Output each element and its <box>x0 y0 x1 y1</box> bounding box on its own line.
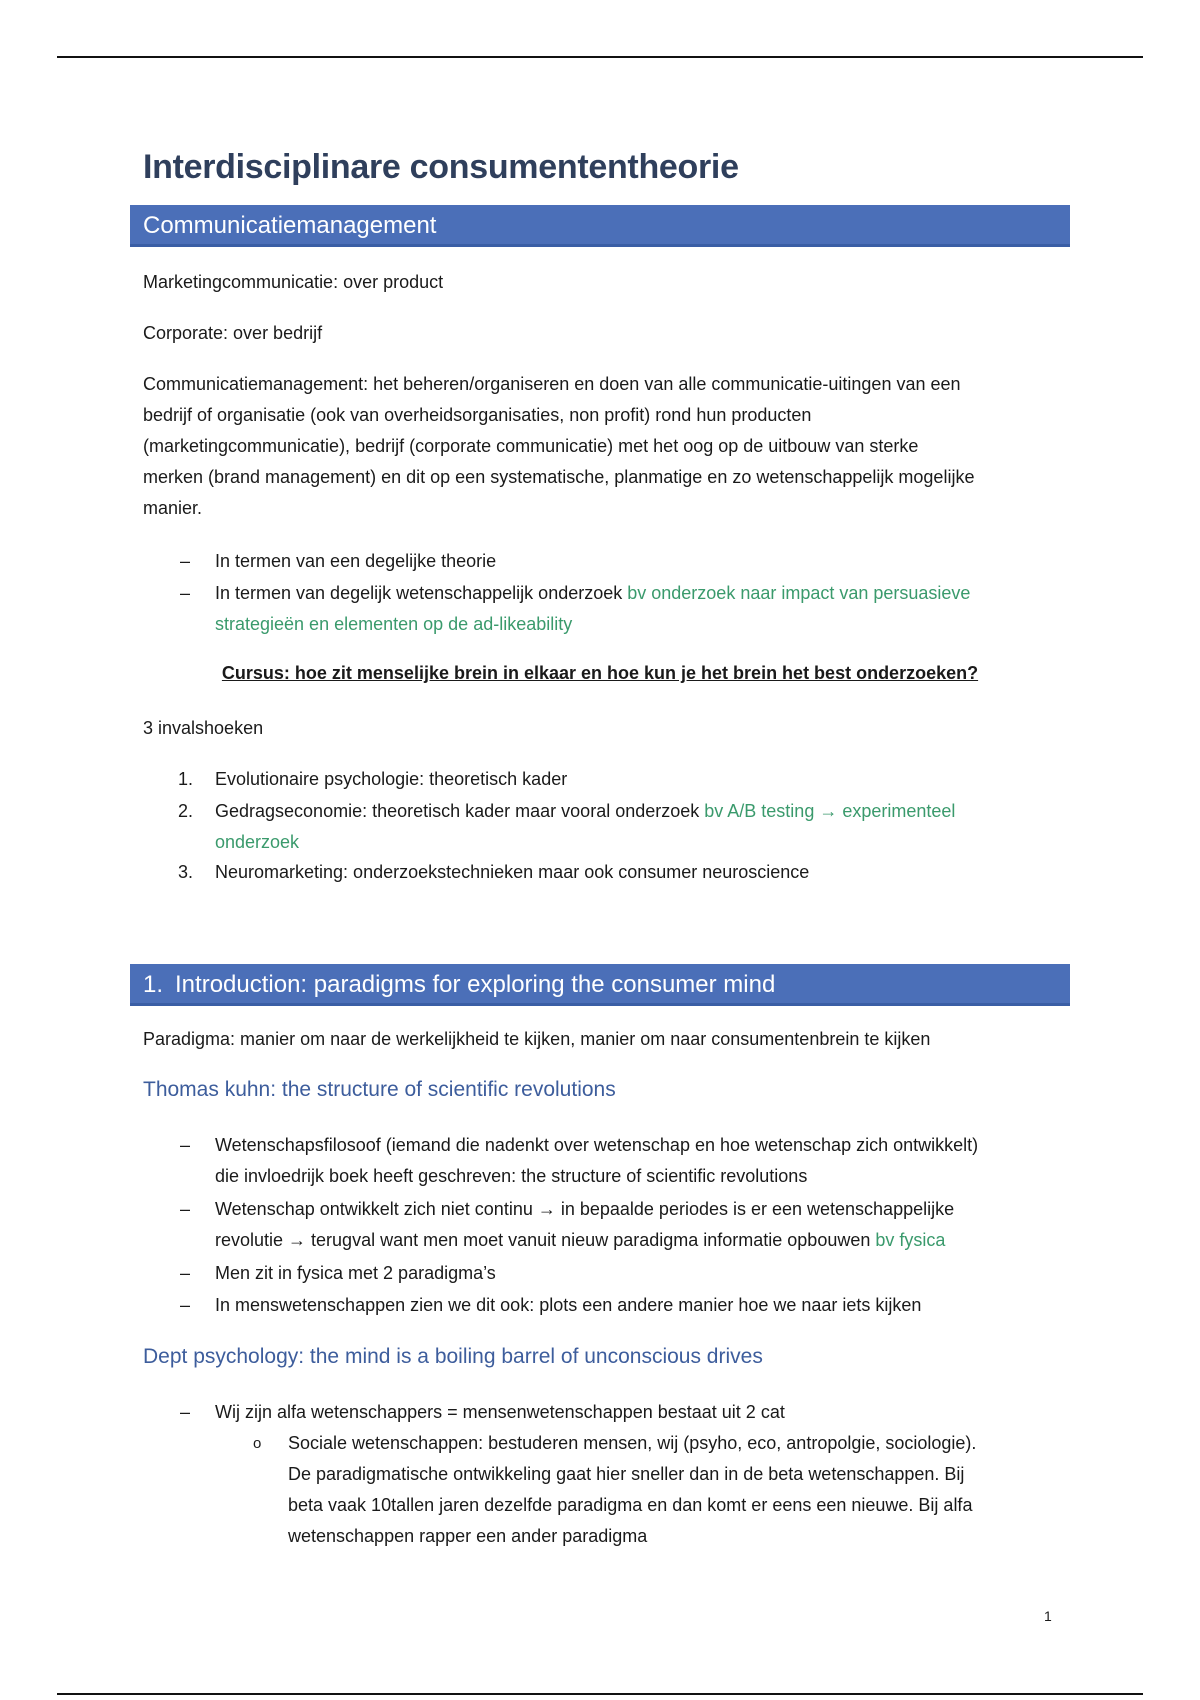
dash-bullet: – <box>180 1263 191 1283</box>
section-number: 1. <box>143 971 164 998</box>
numbered-item: Evolutionaire psychologie: theoretisch kader <box>215 769 568 789</box>
dash-bullet: – <box>180 1402 191 1422</box>
section-heading-communicatiemanagement <box>130 205 1070 247</box>
text-line: Wetenschap ontwikkelt zich niet continu → in bepaalde periodes is er een wetenschappelijke <box>215 1199 955 1219</box>
example-text: onderzoek <box>215 832 300 852</box>
text-line: Sociale wetenschappen: bestuderen mensen, wij (psyho, eco, antropolgie, sociologie). <box>288 1433 977 1453</box>
example-text: strategieën en elementen op de ad-likeability <box>215 614 573 634</box>
course-question: Cursus: hoe zit menselijke brein in elkaar en hoe kun je het brein het best onderzoeken? <box>221 663 979 683</box>
list-item: Men zit in fysica met 2 paradigma’s <box>215 1263 496 1283</box>
dash-bullet: – <box>180 1295 191 1315</box>
paragraph-invalshoeken: 3 invalshoeken <box>143 718 264 738</box>
text-line: Wetenschapsfilosoof (iemand die nadenkt over wetenschap en hoe wetenschap zich ontwikkelt) <box>215 1135 979 1155</box>
subheading-kuhn: Thomas kuhn: the structure of scientific revolutions <box>143 1078 616 1101</box>
dash-bullet: – <box>180 583 191 603</box>
text-line: die invloedrijk boek heeft geschreven: the structure of scientific revolutions <box>215 1166 808 1186</box>
text-line: manier. <box>143 498 203 518</box>
list-item <box>215 578 1065 640</box>
numbered-item-text: Gedragseconomie: theoretisch kader maar vooral onderzoek <box>215 801 705 821</box>
page-number: 1 <box>1044 1608 1052 1624</box>
sub-list-item <box>288 1428 1048 1552</box>
paragraph-corporate: Corporate: over bedrijf <box>143 323 323 343</box>
paragraph-communicatiemanagement <box>143 369 1068 524</box>
example-text: bv fysica <box>875 1230 946 1250</box>
list-number: 2. <box>178 801 194 821</box>
text-line: (marketingcommunicatie), bedrijf (corporate communicatie) met het oog op de uitbouw van sterke <box>143 436 919 456</box>
text-line <box>215 1225 1065 1256</box>
section-heading-label: Communicatiemanagement <box>143 212 437 239</box>
bottom-rule <box>57 1693 1143 1695</box>
list-item-text: revolutie → terugval want men moet vanuit nieuw paradigma informatie opbouwen <box>215 1230 876 1250</box>
numbered-item: Neuromarketing: onderzoekstechnieken maar ook consumer neuroscience <box>215 862 810 882</box>
text-line: merken (brand management) en dit op een systematische, planmatige en zo wetenschappelijk mogelijke <box>143 467 975 487</box>
top-rule <box>57 56 1143 58</box>
document-title: Interdisciplinare consumententheorie <box>143 148 739 186</box>
list-item: In menswetenschappen zien we dit ook: plots een andere manier hoe we naar iets kijken <box>215 1295 922 1315</box>
section-heading-introduction <box>130 964 1070 1006</box>
subheading-dept-psychology: Dept psychology: the mind is a boiling barrel of unconscious drives <box>143 1345 763 1368</box>
text-line: wetenschappen rapper een ander paradigma <box>288 1526 648 1546</box>
list-item: In termen van een degelijke theorie <box>215 551 497 571</box>
example-text: bv A/B testing → experimenteel <box>704 801 956 821</box>
text-line: Communicatiemanagement: het beheren/organiseren en doen van alle communicatie-uitingen van een <box>143 374 961 394</box>
list-item-text: In termen van degelijk wetenschappelijk onderzoek <box>215 583 628 603</box>
paragraph-paradigma: Paradigma: manier om naar de werkelijkheid te kijken, manier om naar consumentenbrein te kijken <box>143 1029 931 1049</box>
list-number: 3. <box>178 862 194 882</box>
section-heading-label: Introduction: paradigms for exploring the consumer mind <box>175 971 776 998</box>
list-item <box>215 1194 1065 1256</box>
list-item <box>215 1130 1065 1192</box>
list-number: 1. <box>178 769 194 789</box>
numbered-item <box>215 796 1065 858</box>
circle-bullet: o <box>253 1435 262 1452</box>
dash-bullet: – <box>180 1135 191 1155</box>
example-text: bv onderzoek naar impact van persuasieve <box>627 583 971 603</box>
dash-bullet: – <box>180 551 191 571</box>
dash-bullet: – <box>180 1199 191 1219</box>
text-line: beta vaak 10tallen jaren dezelfde paradigma en dan komt er eens een nieuwe. Bij alfa <box>288 1495 973 1515</box>
paragraph-marketingcommunicatie: Marketingcommunicatie: over product <box>143 272 444 292</box>
list-item: Wij zijn alfa wetenschappers = mensenwetenschappen bestaat uit 2 cat <box>215 1402 785 1422</box>
text-line: De paradigmatische ontwikkeling gaat hier sneller dan in de beta wetenschappen. Bij <box>288 1464 965 1484</box>
text-line: bedrijf of organisatie (ook van overheidsorganisaties, non profit) rond hun producten <box>143 405 812 425</box>
